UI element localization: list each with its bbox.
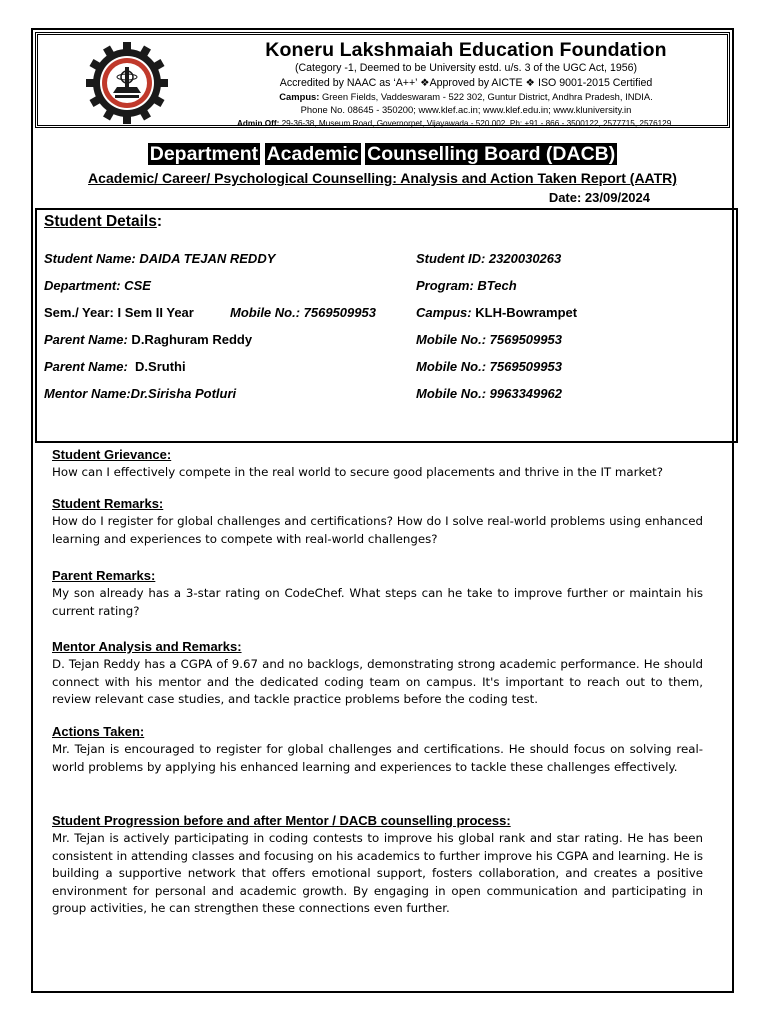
actions-title: Actions Taken: — [52, 724, 145, 739]
parent-2-label: Parent Name: — [44, 359, 128, 374]
student-mobile: Mobile No.: 7569509953 — [230, 305, 376, 320]
mentor-name: Mentor Name:Dr.Sirisha Potluri — [44, 386, 237, 401]
campus-label: Campus: — [279, 91, 320, 102]
section-parent-remarks — [52, 568, 703, 620]
section-student-remarks — [52, 496, 703, 548]
actions-text: Mr. Tejan is encouraged to register for global challenges and certifications. He should focus on solving real-world problems by applying his enhanced learning and experiences to tackle these challenges effectively. — [52, 742, 703, 774]
letterhead — [35, 32, 730, 128]
dept-word-3: Counselling Board (DACB) — [367, 143, 616, 165]
student-department: Department: CSE — [44, 278, 151, 293]
mentor-mobile: Mobile No.: 9963349962 — [416, 386, 562, 401]
parent-2-mobile: Mobile No.: 7569509953 — [416, 359, 562, 374]
section-mentor-analysis — [52, 639, 703, 709]
admin-address: 29-36-38, Museum Road, Governorpet, Vijayawada - 520 002. Ph: +91 - 866 - 3500122, 2577715, 2576129. — [281, 119, 674, 128]
parent-1-value: D.Raghuram Reddy — [127, 332, 253, 347]
student-name: Student Name: DAIDA TEJAN REDDY — [44, 251, 276, 266]
student-sem-year: Sem./ Year: I Sem II Year — [44, 305, 194, 320]
section-actions-taken — [52, 724, 703, 776]
org-category: (Category -1, Deemed to be University estd. u/s. 3 of the UGC Act, 1956) — [294, 62, 638, 74]
student-campus — [416, 305, 577, 320]
parent-2-value: D.Sruthi — [127, 359, 186, 374]
dept-word-1: Department — [149, 143, 259, 165]
student-program: Program: BTech — [416, 278, 517, 293]
org-campus-line — [206, 91, 726, 102]
report-date: Date: 23/09/2024 — [548, 190, 650, 205]
student-id: Student ID: 2320030263 — [416, 251, 562, 266]
report-subtitle: Academic/ Career/ Psychological Counselling: Analysis and Action Taken Report (AATR) — [88, 170, 677, 186]
student-details-heading: Student Details — [44, 213, 157, 230]
klef-seal-logo — [72, 42, 182, 124]
department-title — [33, 143, 732, 166]
campus-field-label: Campus: — [416, 305, 472, 320]
student-details-box — [35, 208, 738, 443]
document-page — [31, 28, 734, 993]
section-student-grievance — [52, 447, 703, 482]
grievance-text: How can I effectively compete in the real world to secure good placements and thrive in the IT market? — [52, 465, 664, 479]
mentor-analysis-text: D. Tejan Reddy has a CGPA of 9.67 and no backlogs, demonstrating strong academic performance. He should connect with his mentor and the dedicated coding team on campus. It's important to reach out to them, review relevant case studies, and tackle practice problems before the coding test. — [52, 657, 703, 707]
student-details-colon: : — [156, 213, 162, 230]
org-admin-line — [237, 119, 674, 128]
student-remarks-title: Student Remarks: — [52, 496, 164, 511]
org-name: Koneru Lakshmaiah Education Foundation — [265, 39, 667, 61]
student-remarks-text: How do I register for global challenges and certifications? How do I solve real-world problems using enhanced learning and experiences to compete with real-world challenges? — [52, 514, 703, 546]
progression-text: Mr. Tejan is actively participating in coding contests to improve his global rank and star rating. He has been consistent in attending classes and focusing on his academics to further improve his CGPA and learning. He is building a supportive network that offers emotional support, fosters collaboration, and creates a positive environment for personal and academic growth. By engaging in open communication and participating in group activities, he can strengthen these connections even further. — [52, 831, 703, 916]
mentor-analysis-title: Mentor Analysis and Remarks: — [52, 639, 242, 654]
admin-label: Admin Off: — [237, 119, 280, 128]
parent-1-mobile: Mobile No.: 7569509953 — [416, 332, 562, 347]
campus-field-value: KLH-Bowrampet — [471, 305, 578, 320]
student-details-title — [44, 213, 162, 231]
campus-address: Green Fields, Vaddeswaram - 522 302, Guntur District, Andhra Pradesh, INDIA. — [322, 91, 653, 102]
org-phone-line: Phone No. 08645 - 350200; www.klef.ac.in; www.klef.edu.in; www.kluniversity.in — [300, 104, 632, 115]
org-accreditation: Accredited by NAAC as ‘A++’ ❖Approved by AICTE ❖ ISO 9001-2015 Certified — [279, 77, 653, 89]
parent-remarks-text: My son already has a 3-star rating on CodeChef. What steps can he take to improve further or maintain his current rating? — [52, 586, 703, 618]
parent-remarks-title: Parent Remarks: — [52, 568, 156, 583]
parent-name-2 — [44, 359, 186, 374]
parent-name-1 — [44, 332, 252, 347]
section-student-progression — [52, 813, 703, 918]
progression-title: Student Progression before and after Mentor / DACB counselling process: — [52, 813, 511, 828]
parent-1-label: Parent Name: — [44, 332, 128, 347]
grievance-title: Student Grievance: — [52, 447, 172, 462]
dept-word-2: Academic — [266, 143, 359, 165]
